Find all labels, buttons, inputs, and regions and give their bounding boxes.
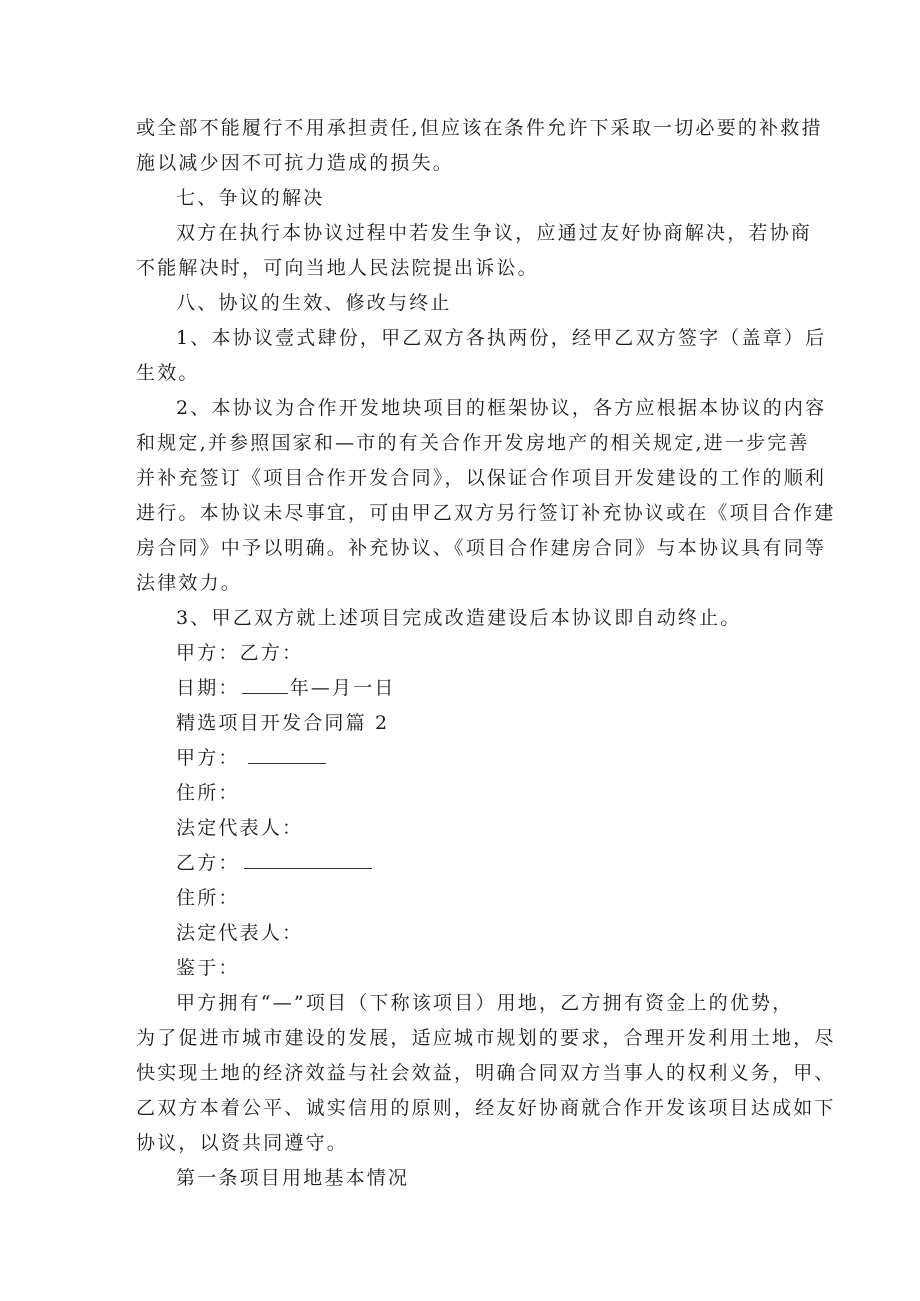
paragraph-line: 不能解决时，可向当地人民法院提出诉讼。 bbox=[136, 257, 539, 279]
paragraph-line: 乙双方本着公平、诚实信用的原则，经友好协商就合作开发该项目达成如下 bbox=[136, 1097, 836, 1119]
paragraph-line: 或全部不能履行不用承担责任,但应该在条件允许下采取一切必要的补救措 bbox=[136, 117, 823, 139]
party-a-label: 甲方： bbox=[176, 747, 240, 769]
paragraph-line: 协议，以资共同遵守。 bbox=[136, 1132, 349, 1154]
document-subtitle: 精选项目开发合同篇 2 bbox=[176, 712, 390, 734]
paragraph-line: 甲方拥有“—”项目（下称该项目）用地，乙方拥有资金上的优势， bbox=[176, 992, 794, 1014]
paragraph-line: 房合同》中予以明确。补充协议、《项目合作建房合同》与本协议具有同等 bbox=[136, 537, 827, 559]
paragraph-line: 进行。本协议未尽事宜，可由甲乙双方另行签订补充协议或在《项目合作建 bbox=[136, 502, 836, 524]
paragraph-line: 为了促进市城市建设的发展，适应城市规划的要求，合理开发利用土地，尽 bbox=[136, 1027, 836, 1049]
date-year-blank bbox=[242, 692, 288, 694]
article-heading: 第一条项目用地基本情况 bbox=[176, 1167, 410, 1189]
legal-representative-label: 法定代表人： bbox=[176, 817, 304, 839]
paragraph-line: 双方在执行本协议过程中若发生争议，应通过友好协商解决，若协商 bbox=[176, 222, 813, 244]
paragraph-line: 快实现土地的经济效益与社会效益，明确合同双方当事人的权利义务，甲、 bbox=[136, 1062, 836, 1084]
paragraph-line: 生效。 bbox=[136, 362, 200, 384]
legal-representative-label: 法定代表人： bbox=[176, 922, 304, 944]
address-label: 住所： bbox=[176, 782, 240, 804]
paragraph-line: 并补充签订《项目合作开发合同》，以保证合作项目开发建设的工作的顺利 bbox=[136, 467, 827, 489]
party-a-blank bbox=[248, 762, 326, 764]
party-b-blank bbox=[244, 867, 372, 869]
paragraph-line: 3、甲乙双方就上述项目完成改造建设后本协议即自动终止。 bbox=[176, 607, 742, 629]
section-heading: 七、争议的解决 bbox=[176, 187, 325, 209]
paragraph-line: 2、本协议为合作开发地块项目的框架协议，各方应根据本协议的内容 bbox=[176, 397, 827, 419]
date-format: 年—月一日 bbox=[289, 677, 396, 699]
whereas-label: 鉴于： bbox=[176, 957, 240, 979]
party-b-line bbox=[176, 851, 374, 875]
party-b-label: 乙方： bbox=[176, 852, 240, 874]
paragraph-line: 和规定,并参照国家和—市的有关合作开发房地产的相关规定,进一步完善 bbox=[136, 432, 810, 454]
paragraph-line: 1、本协议壹式肆份，甲乙双方各执两份，经甲乙双方签字（盖章）后 bbox=[176, 327, 827, 349]
date-label: 日期： bbox=[176, 677, 240, 699]
party-a-line bbox=[176, 746, 328, 770]
paragraph-line: 法律效力。 bbox=[136, 572, 243, 594]
date-line bbox=[176, 676, 396, 700]
paragraph-line: 施以减少因不可抗力造成的损失。 bbox=[136, 152, 455, 174]
section-heading: 八、协议的生效、修改与终止 bbox=[176, 292, 452, 314]
signature-parties: 甲方：乙方： bbox=[176, 642, 304, 664]
address-label: 住所： bbox=[176, 887, 240, 909]
